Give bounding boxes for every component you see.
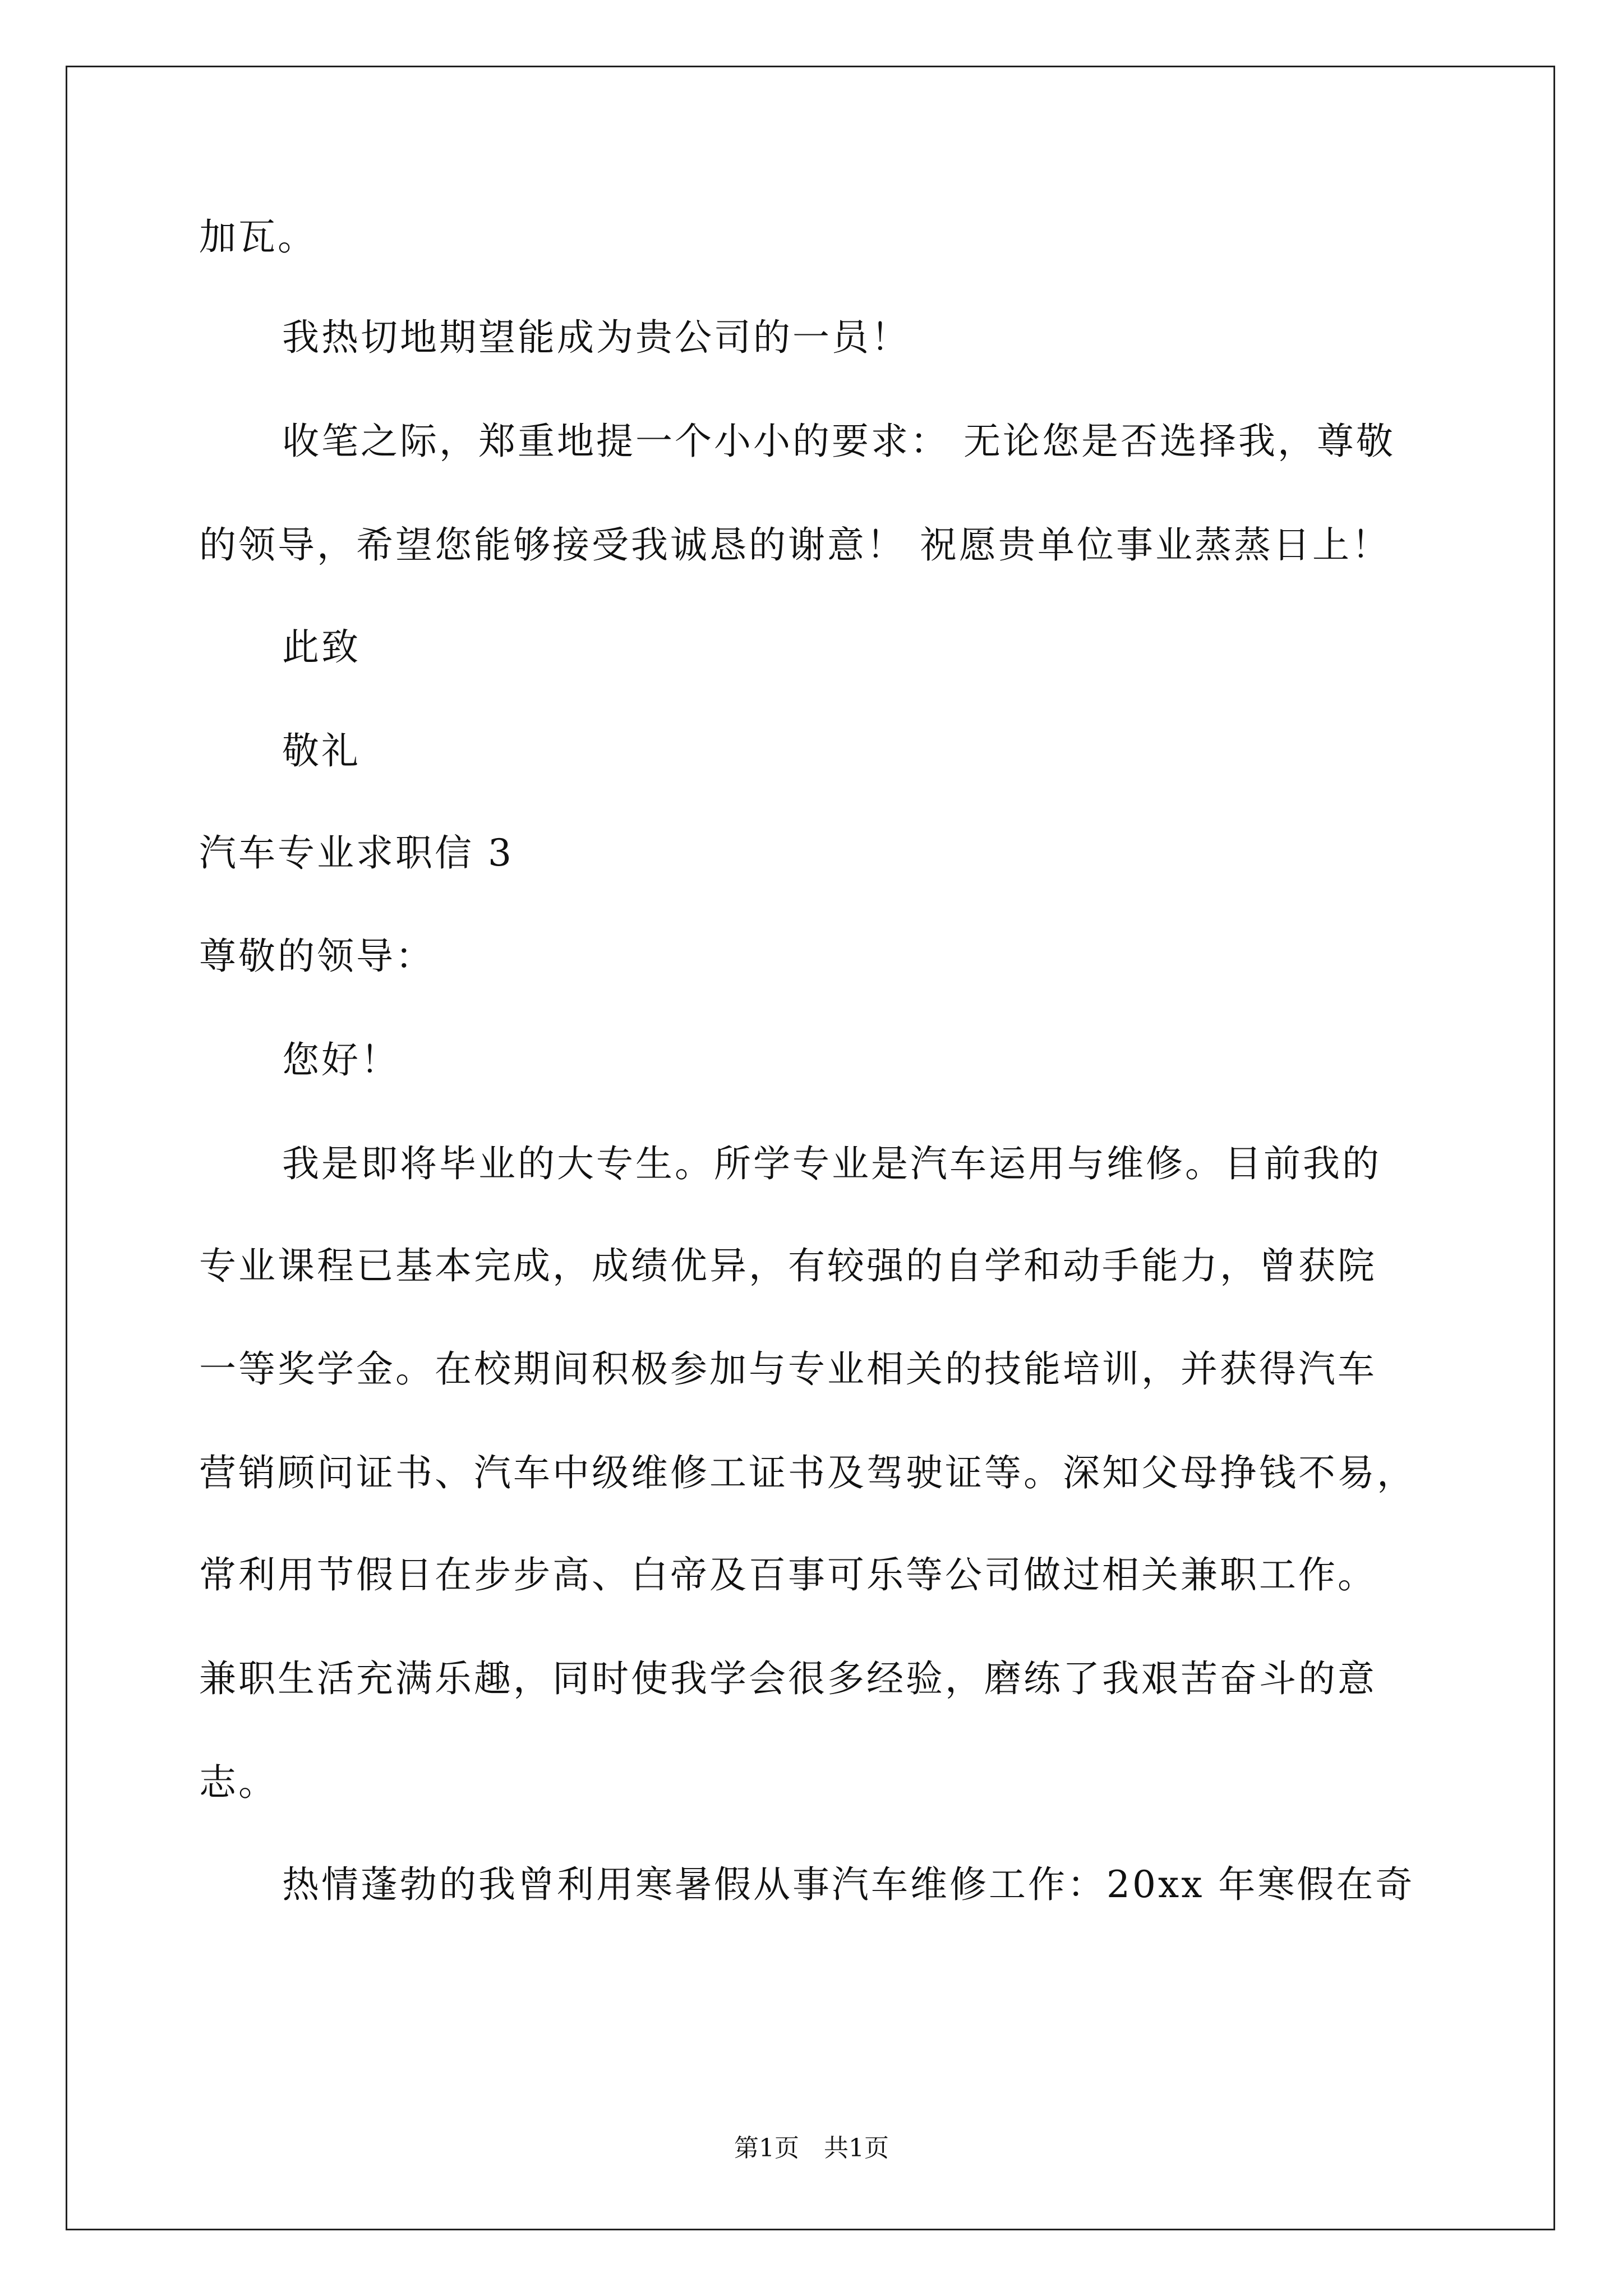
text-line: 营销顾问证书、汽车中级维修工证书及驾驶证等。深知父母挣钱不易， [199,1451,1416,1494]
text-line: 此致 [282,625,361,669]
text-line: 我是即将毕业的大专生。所学专业是汽车运用与维修。目前我的 [282,1142,1381,1185]
text-line: 专业课程已基本完成，成绩优异，有较强的自学和动手能力，曾获院 [199,1244,1377,1287]
text-line: 加瓦。 [199,215,317,259]
text-line: 敬礼 [282,729,361,772]
salutation: 尊敬的领导： [199,935,435,978]
greeting: 您好！ [282,1038,400,1082]
text-line: 一等奖学金。在校期间积极参加与专业相关的技能培训，并获得汽车 [199,1347,1377,1391]
page-footer: 第1页 共1页 [734,2134,889,2162]
text-line: 常利用节假日在步步高、白帝及百事可乐等公司做过相关兼职工作。 [199,1553,1377,1596]
text-line: 志。 [199,1761,278,1804]
text-line: 兼职生活充满乐趣，同时使我学会很多经验，磨练了我艰苦奋斗的意 [199,1657,1377,1700]
section-title: 汽车专业求职信 3 [199,831,514,875]
text-line: 的领导，希望您能够接受我诚恳的谢意！ 祝愿贵单位事业蒸蒸日上！ [199,523,1391,567]
text-line: 热情蓬勃的我曾利用寒暑假从事汽车维修工作：20xx 年寒假在奇 [282,1863,1415,1906]
text-line: 我热切地期望能成为贵公司的一员！ [282,316,910,359]
text-line: 收笔之际，郑重地提一个小小的要求： 无论您是否选择我，尊敬 [282,420,1395,463]
